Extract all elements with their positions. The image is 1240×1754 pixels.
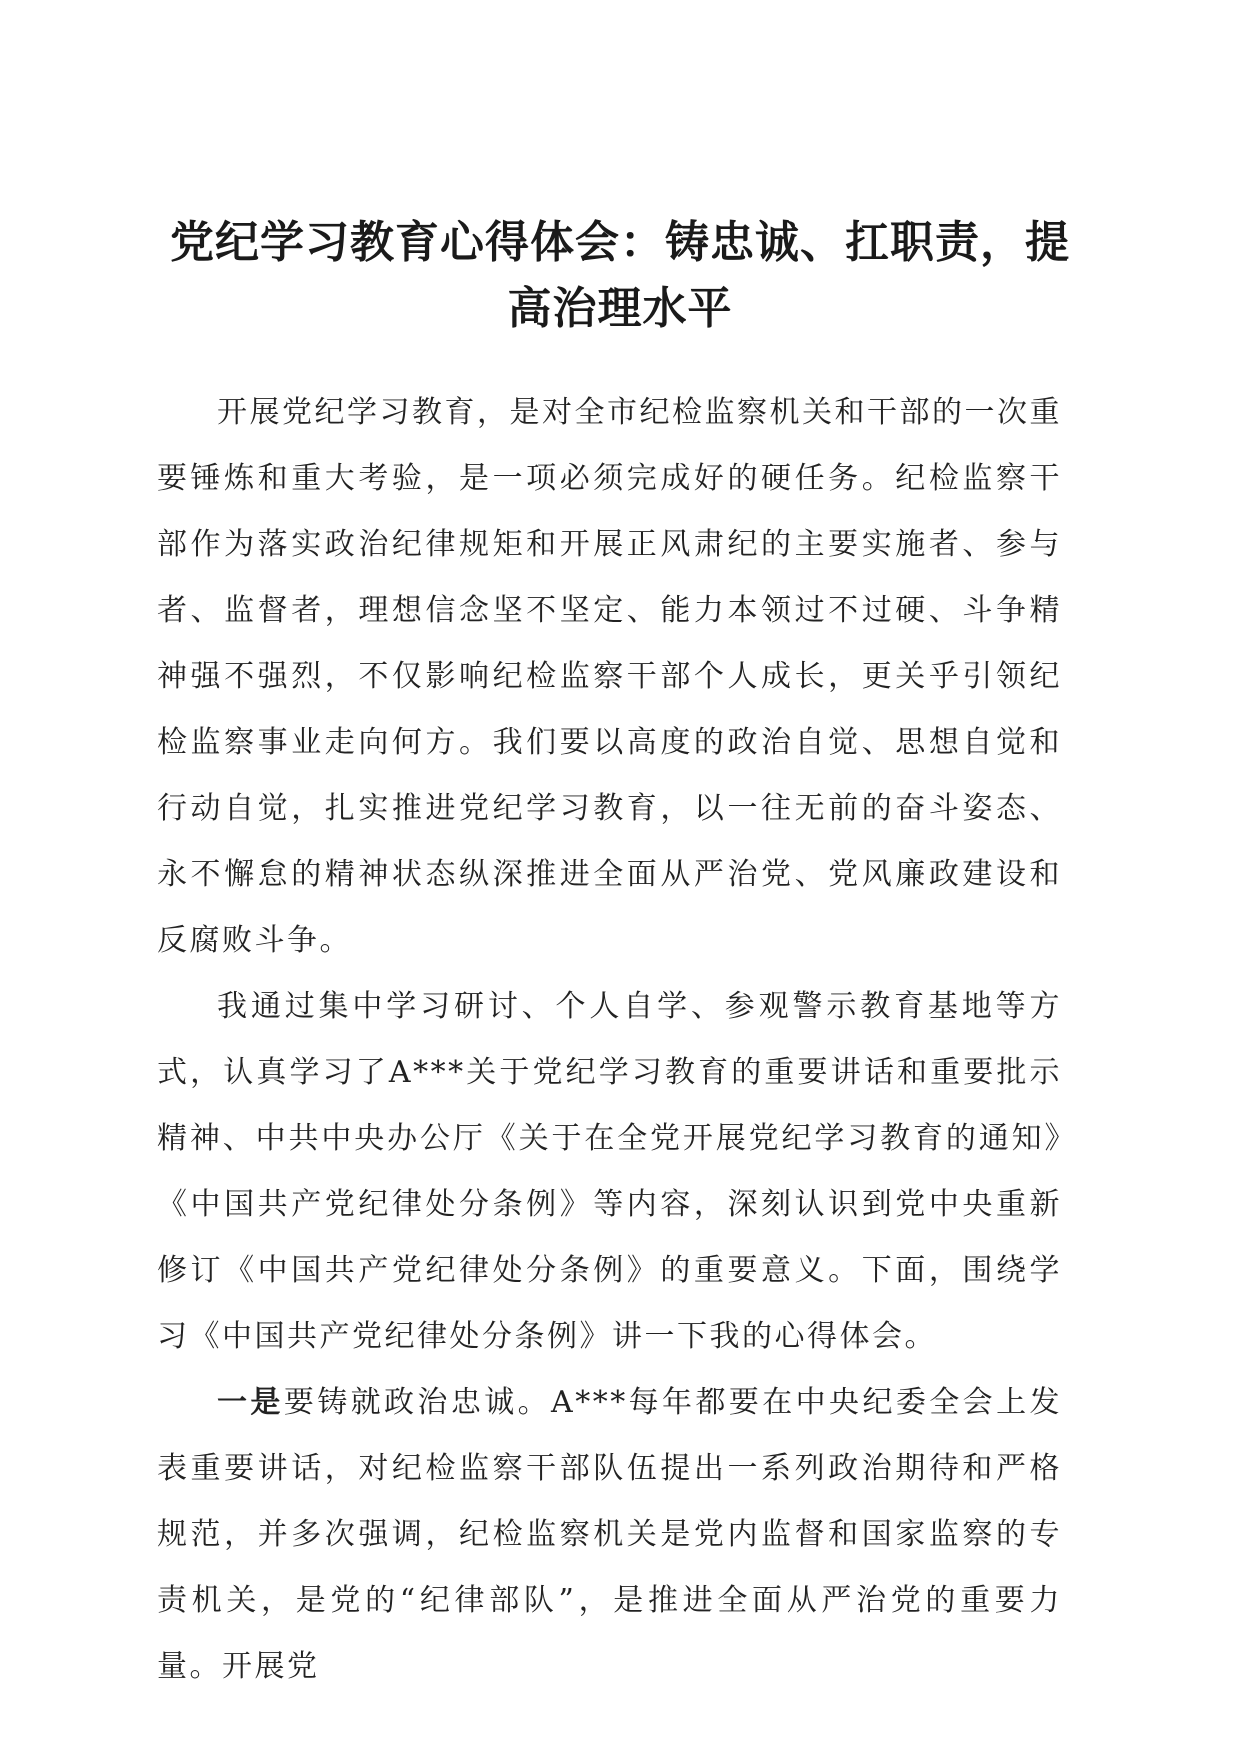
paragraph-point-one-lead: 一是 [217,1385,284,1420]
paragraph-point-one-text: 要铸就政治忠诚。A***每年都要在中央纪委全会上发表重要讲话，对纪检监察干部队伍提出一系列政治期待和严格规范，并多次强调，纪检监察机关是党内监督和国家监察的专责机关，是党的“纪律部队”，是推进全面从严治党的重要力量。开展党 [157,1385,1062,1684]
paragraph-intro-text: 开展党纪学习教育，是对全市纪检监察机关和干部的一次重要锤炼和重大考验，是一项必须完成好的硬任务。纪检监察干部作为落实政治纪律规矩和开展正风肃纪的主要实施者、参与者、监督者，理想信念坚不坚定、能力本领过不过硬、斗争精神强不强烈，不仅影响纪检监察干部个人成长，更关乎引领纪检监察事业走向何方。我们要以高度的政治自觉、思想自觉和行动自觉，扎实推进党纪学习教育，以一往无前的奋斗姿态、永不懈怠的精神状态纵深推进全面从严治党、党风廉政建设和反腐败斗争。 [157,395,1062,958]
paragraph-study-text: 我通过集中学习研讨、个人自学、参观警示教育基地等方式，认真学习了A***关于党纪学习教育的重要讲话和重要批示精神、中共中央办公厅《关于在全党开展党纪学习教育的通知》《中国共产党纪律处分条例》等内容，深刻认识到党中央重新修订《中国共产党纪律处分条例》的重要意义。下面，围绕学习《中国共产党纪律处分条例》讲一下我的心得体会。 [157,989,1062,1354]
paragraph-study [157,974,1062,1370]
document-title: 党纪学习教育心得体会：铸忠诚、扛职责，提高治理水平 [170,217,1070,334]
paragraph-intro [157,380,1062,974]
document-body [157,380,1062,1700]
paragraph-point-one [157,1370,1062,1700]
